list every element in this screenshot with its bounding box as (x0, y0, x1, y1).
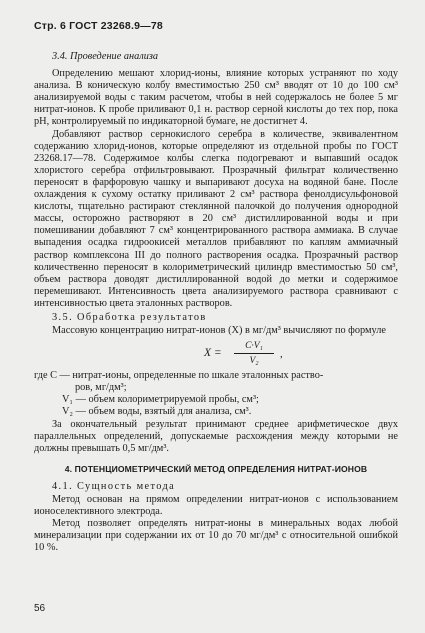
paragraph: Определению мешают хлорид-ионы, влияние которых устраняют по ходу анализа. В коническую колбу вместимостью 250 см³ вводят от 10 до 100 см³ анализируемой воды с таким расчетом, чтобы в ней содержалось не более 5 мг нитрат-ионов. К пробе приливают 0,1 н. раствор серной кислоты до тех пор, пока pH, контролируемый по индикаторной бумаге, не достигнет 4. (34, 68, 398, 128)
section-3-4-title: 3.4. Проведение анализа (52, 51, 159, 62)
formula-numerator: C·V₁ (245, 341, 263, 352)
section-3-5-title: 3.5. Обработка результатов (52, 311, 207, 323)
paragraph: Добавляют раствор сернокислого серебра в количестве, эквивалентном содержанию хлорид-ионов, которые определяют из отдельной пробы по ГОСТ 23268.17—78. Содержимое колбы слегка подогревают и выпавший осадок хлористого серебра отфильтровывают. Прозрачный фильтрат количественно переносят в фарфоровую чашку и выпаривают досуха на водяной бане. После охлаждения к сухому остатку приливают 2 см³ раствора фенолдисульфоновой кислоты, тщательно растирают стеклянной палочкой до получения однородной массы, осторожно растворяют в 20 см³ дистиллированной воды и при помешивании добавляют 7 см³ концентрированного раствора аммиака. В случае выпадения осадка гидроокисей металлов прибавляют по каплям аммиачный раствор комплексона III до полного растворения осадка. Прозрачный раствор количественно переносят в колориметрический цилиндр вместимостью 50 см³, объем раствора доводят дистиллированной водой до метки и содержимое перемешивают. Интенсивность цвета анализируемого раствора сравнивают с интенсивностью цвета эталонных растворов. (34, 128, 398, 309)
section-4-1-title: 4.1. Сущность метода (52, 480, 176, 492)
definition-v1: V₁ — объем колориметрируемой пробы, см³; (62, 394, 259, 406)
paragraph: Метод позволяет определять нитрат-ионы в минеральных водах любой минерализации при содержании их от 10 до 70 мг/дм³ с относительной ошибкой 10 %. (34, 518, 398, 554)
formula-end: , (280, 348, 283, 361)
definition-c: где C — нитрат-ионы, определенные по шкале эталонных раство- (34, 370, 324, 382)
page-number: 56 (34, 603, 46, 614)
formula (34, 338, 398, 368)
page-content (34, 47, 398, 554)
paragraph: Массовую концентрацию нитрат-ионов (X) в мг/дм³ вычисляют по формуле (52, 325, 386, 337)
formula-lhs: X = (204, 347, 222, 360)
fraction-bar (234, 353, 274, 354)
definitions (34, 370, 398, 418)
section-4-title: 4. ПОТЕНЦИОМЕТРИЧЕСКИЙ МЕТОД ОПРЕДЕЛЕНИЯ НИТРАТ-ИОНОВ (64, 463, 368, 474)
page-header: Стр. 6 ГОСТ 23268.9—78 (34, 20, 163, 32)
formula-fraction (234, 340, 274, 367)
definition-v2: V₂ — объем воды, взятый для анализа, см³. (62, 406, 252, 418)
formula-denominator: V₂ (249, 356, 259, 367)
paragraph: За окончательный результат принимают среднее арифметическое двух параллельных определений, допускаемые расхождения между которыми не должны превышать 0,5 мг/дм³. (34, 418, 398, 454)
definition-c-continued: ров, мг/дм³; (75, 382, 127, 394)
paragraph: Метод основан на прямом определении нитрат-ионов с использованием ионоселективного электрода. (34, 494, 398, 518)
